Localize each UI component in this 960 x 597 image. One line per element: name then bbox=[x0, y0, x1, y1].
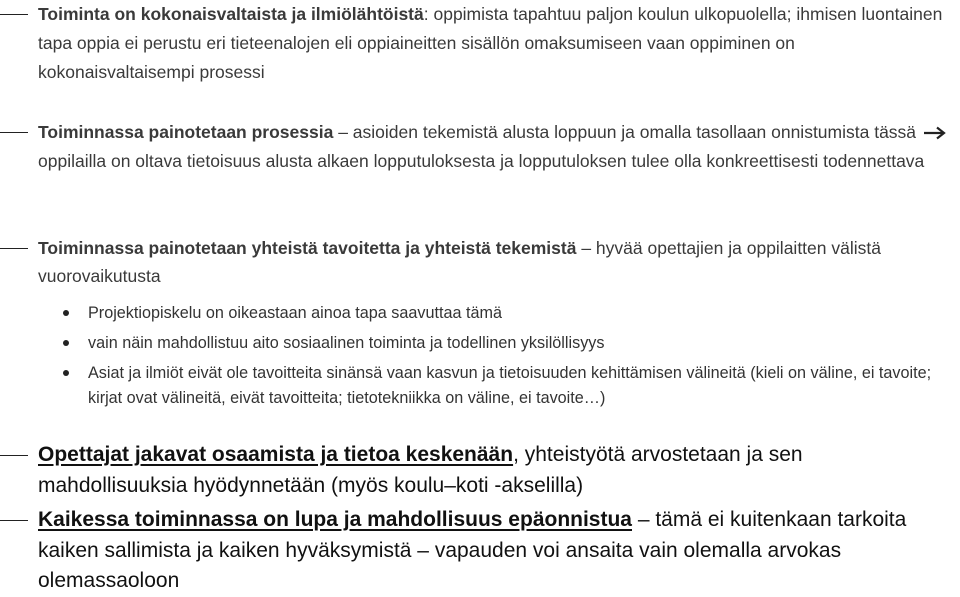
bullet-text bbox=[38, 118, 954, 176]
bullet-dot bbox=[63, 340, 69, 346]
dash-marker bbox=[0, 248, 28, 249]
bullet-dot bbox=[63, 370, 69, 376]
bullet-rest: – hyvää opettajien ja oppilaitten välistä vuorovaikutusta bbox=[38, 238, 881, 286]
dash-marker bbox=[0, 14, 28, 15]
sub-bullet-text: Asiat ja ilmiöt eivät ole tavoitteita sinänsä vaan kasvun ja tietoisuuden kehittämisen välineitä (kieli on väline, ei tavoite; kirjat ovat välineitä, eivät tavoitteita; tietotekniikka on väline, ei tavoite…) bbox=[88, 364, 932, 407]
bullet-lead: Toiminta on kokonaisvaltaista ja ilmiölähtöistä bbox=[38, 4, 424, 24]
sub-bullet-text: Projektiopiskelu on oikeastaan ainoa tapa saavuttaa tämä bbox=[88, 304, 502, 322]
dash-marker bbox=[0, 132, 28, 133]
bullet-text bbox=[38, 440, 954, 501]
bullet-dot bbox=[63, 310, 69, 316]
bullet-lead: Toiminnassa painotetaan prosessia bbox=[38, 122, 334, 142]
bullet-text bbox=[38, 234, 954, 290]
right-arrow-icon bbox=[923, 126, 947, 140]
bullet-rest: – tämä ei kuitenkaan tarkoita kaiken sallimista ja kaiken hyväksymistä – vapauden voi ansaita vain olemalla arvokas olemassaoloon bbox=[38, 508, 907, 592]
bullet-rest-2: oppilailla on oltava tietoisuus alusta alkaen lopputuloksesta ja lopputuloksen tulee olla konkreettisesti todennettava bbox=[38, 150, 925, 171]
dash-marker bbox=[0, 520, 28, 521]
bullet-rest: : oppimista tapahtuu paljon koulun ulkopuolella; ihmisen luontainen tapa oppia ei perustu eri tieteenalojen eli oppiaineitten sisällön omaksumiseen vaan oppiminen on kokonaisvaltaisempi prosessi bbox=[38, 4, 943, 82]
bullet-lead: Kaikessa toiminnassa on lupa ja mahdollisuus epäonnistua bbox=[38, 508, 632, 531]
dash-marker bbox=[0, 455, 28, 456]
bullet-rest: , yhteistyötä arvostetaan ja sen mahdollisuuksia hyödynnetään (myös koulu–koti -akselilla) bbox=[38, 443, 803, 497]
sub-bullet-text: vain näin mahdollistuu aito sosiaalinen toiminta ja todellinen yksilöllisyys bbox=[88, 334, 605, 352]
bullet-text bbox=[38, 505, 954, 597]
bullet-lead: Opettajat jakavat osaamista ja tietoa keskenään bbox=[38, 443, 514, 466]
bullet-rest: – asioiden tekemistä alusta loppuun ja omalla tasollaan onnistumista tässä bbox=[333, 122, 921, 142]
bullet-text bbox=[38, 0, 954, 86]
bullet-lead: Toiminnassa painotetaan yhteistä tavoitetta ja yhteistä tekemistä bbox=[38, 238, 577, 258]
